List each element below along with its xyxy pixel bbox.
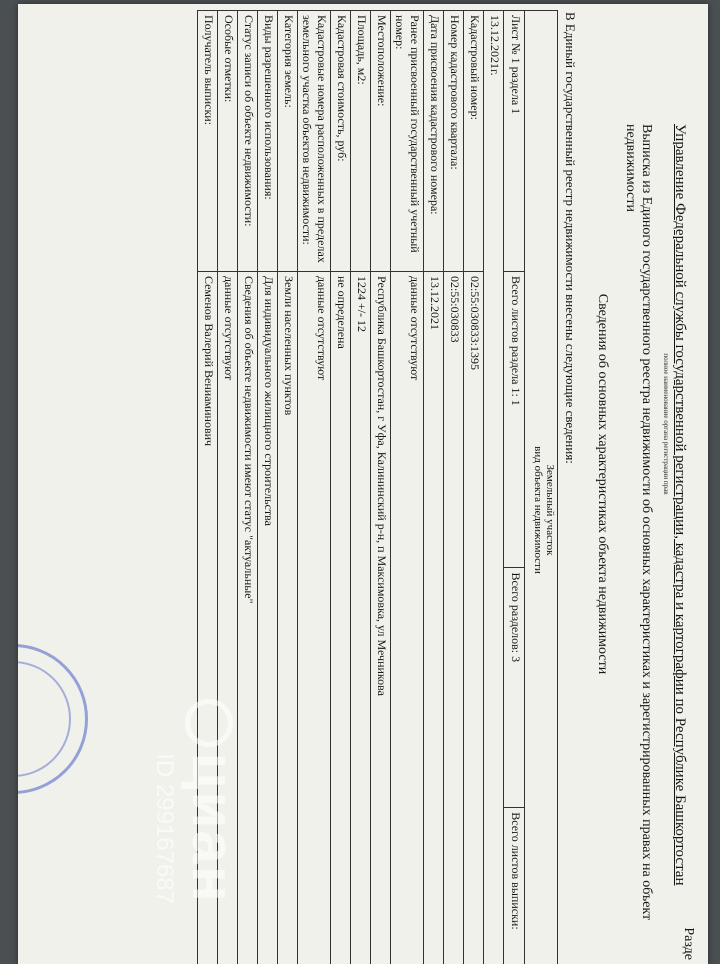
row-label: Особые отметки: (218, 11, 238, 272)
table-row (298, 11, 331, 964)
row-label: Местоположение: (371, 11, 391, 272)
agency-name: Управление Федеральной службы государственной регистрации, кадастра и картографии по Республике Башкортостан (671, 124, 688, 964)
row-value: 1224 +/- 12 (351, 271, 371, 964)
row-label: Категория земель: (278, 11, 298, 272)
agency-caption: полное наименование органа регистрации прав (662, 124, 670, 724)
row-value: 13.12.2021 (424, 271, 444, 964)
sections-total: Всего разделов: 3 (504, 568, 525, 808)
row-label: Кадастровый номер: (464, 11, 484, 272)
row-label: Номер кадастрового квартала: (444, 11, 464, 272)
statement-sheets-total: Всего листов выписки: (504, 808, 525, 964)
row-value: 02:55:030833 (444, 271, 464, 964)
sheets-in-section: Всего листов раздела 1: 1 (504, 271, 525, 568)
document-header (594, 124, 688, 964)
document-page (18, 4, 708, 964)
row-label: Кадастровая стоимость, руб: (331, 11, 351, 272)
row-value: Семенов Валерий Вениаминович (198, 271, 218, 964)
document-subtitle: Сведения об основных характеристиках объекта недвижимости (594, 124, 610, 844)
object-kind-caption: вид объекта недвижимости (532, 15, 544, 964)
row-label: Виды разрешенного использования: (258, 11, 278, 272)
row-value: данные отсутствуют (391, 271, 424, 964)
watermark-id: ID 299167687 (150, 753, 178, 904)
row-value: данные отсутствуют (218, 271, 238, 964)
table-row (391, 11, 424, 964)
cian-logo-icon (185, 699, 233, 747)
row-value: не определена (331, 271, 351, 964)
row-value: Сведения об объекте недвижимости имеют статус "актуальные" (238, 271, 258, 964)
row-label: Кадастровые номера расположенных в пределах земельного участка объектов недвижимости: (298, 11, 331, 272)
table-row (424, 11, 444, 964)
object-kind-row (525, 11, 558, 964)
sheet-count-row (504, 11, 525, 964)
object-kind-cell (525, 11, 558, 964)
table-row (464, 11, 484, 964)
row-label: Ранее присвоенный государственный учетный номер: (391, 11, 424, 272)
row-value: 02:55:030833:1395 (464, 271, 484, 964)
object-kind: Земельный участок (544, 15, 556, 964)
row-value: Республика Башкортостан, г Уфа, Калининский р-н, п Максимовка, ул Мечникова (371, 271, 391, 964)
row-label: Получатель выписки: (198, 11, 218, 272)
watermark-brand-text: циан (180, 753, 247, 904)
table-row (444, 11, 464, 964)
table-row (351, 11, 371, 964)
document-title: Выписка из Единого государственного реестра недвижимости об основных характеристиках и зарегистрированных правах на объект недвижимости (622, 124, 654, 964)
row-value: Для индивидуального жилищного строительства (258, 271, 278, 964)
sheet-label: Лист № 1 раздела 1 (504, 11, 525, 272)
table-row (278, 11, 298, 964)
table-row (331, 11, 351, 964)
official-stamp (18, 644, 88, 794)
table-row (371, 11, 391, 964)
characteristics-table (197, 10, 558, 964)
row-label: Дата присвоения кадастрового номера: (424, 11, 444, 272)
watermark-brand (179, 699, 248, 904)
row-value: данные отсутствуют (298, 271, 331, 964)
statement-date: 13.12.2021г. (484, 11, 504, 964)
row-label: Статус записи об объекте недвижимости: (238, 11, 258, 272)
row-value: Земли населенных пунктов (278, 271, 298, 964)
intro-text: В Единый государственный реестр недвижимости внесены следующие сведения: (562, 12, 578, 464)
date-row (484, 11, 504, 964)
table-row (258, 11, 278, 964)
row-label: Площадь, м2: (351, 11, 371, 272)
section-label: Разде (680, 927, 696, 960)
